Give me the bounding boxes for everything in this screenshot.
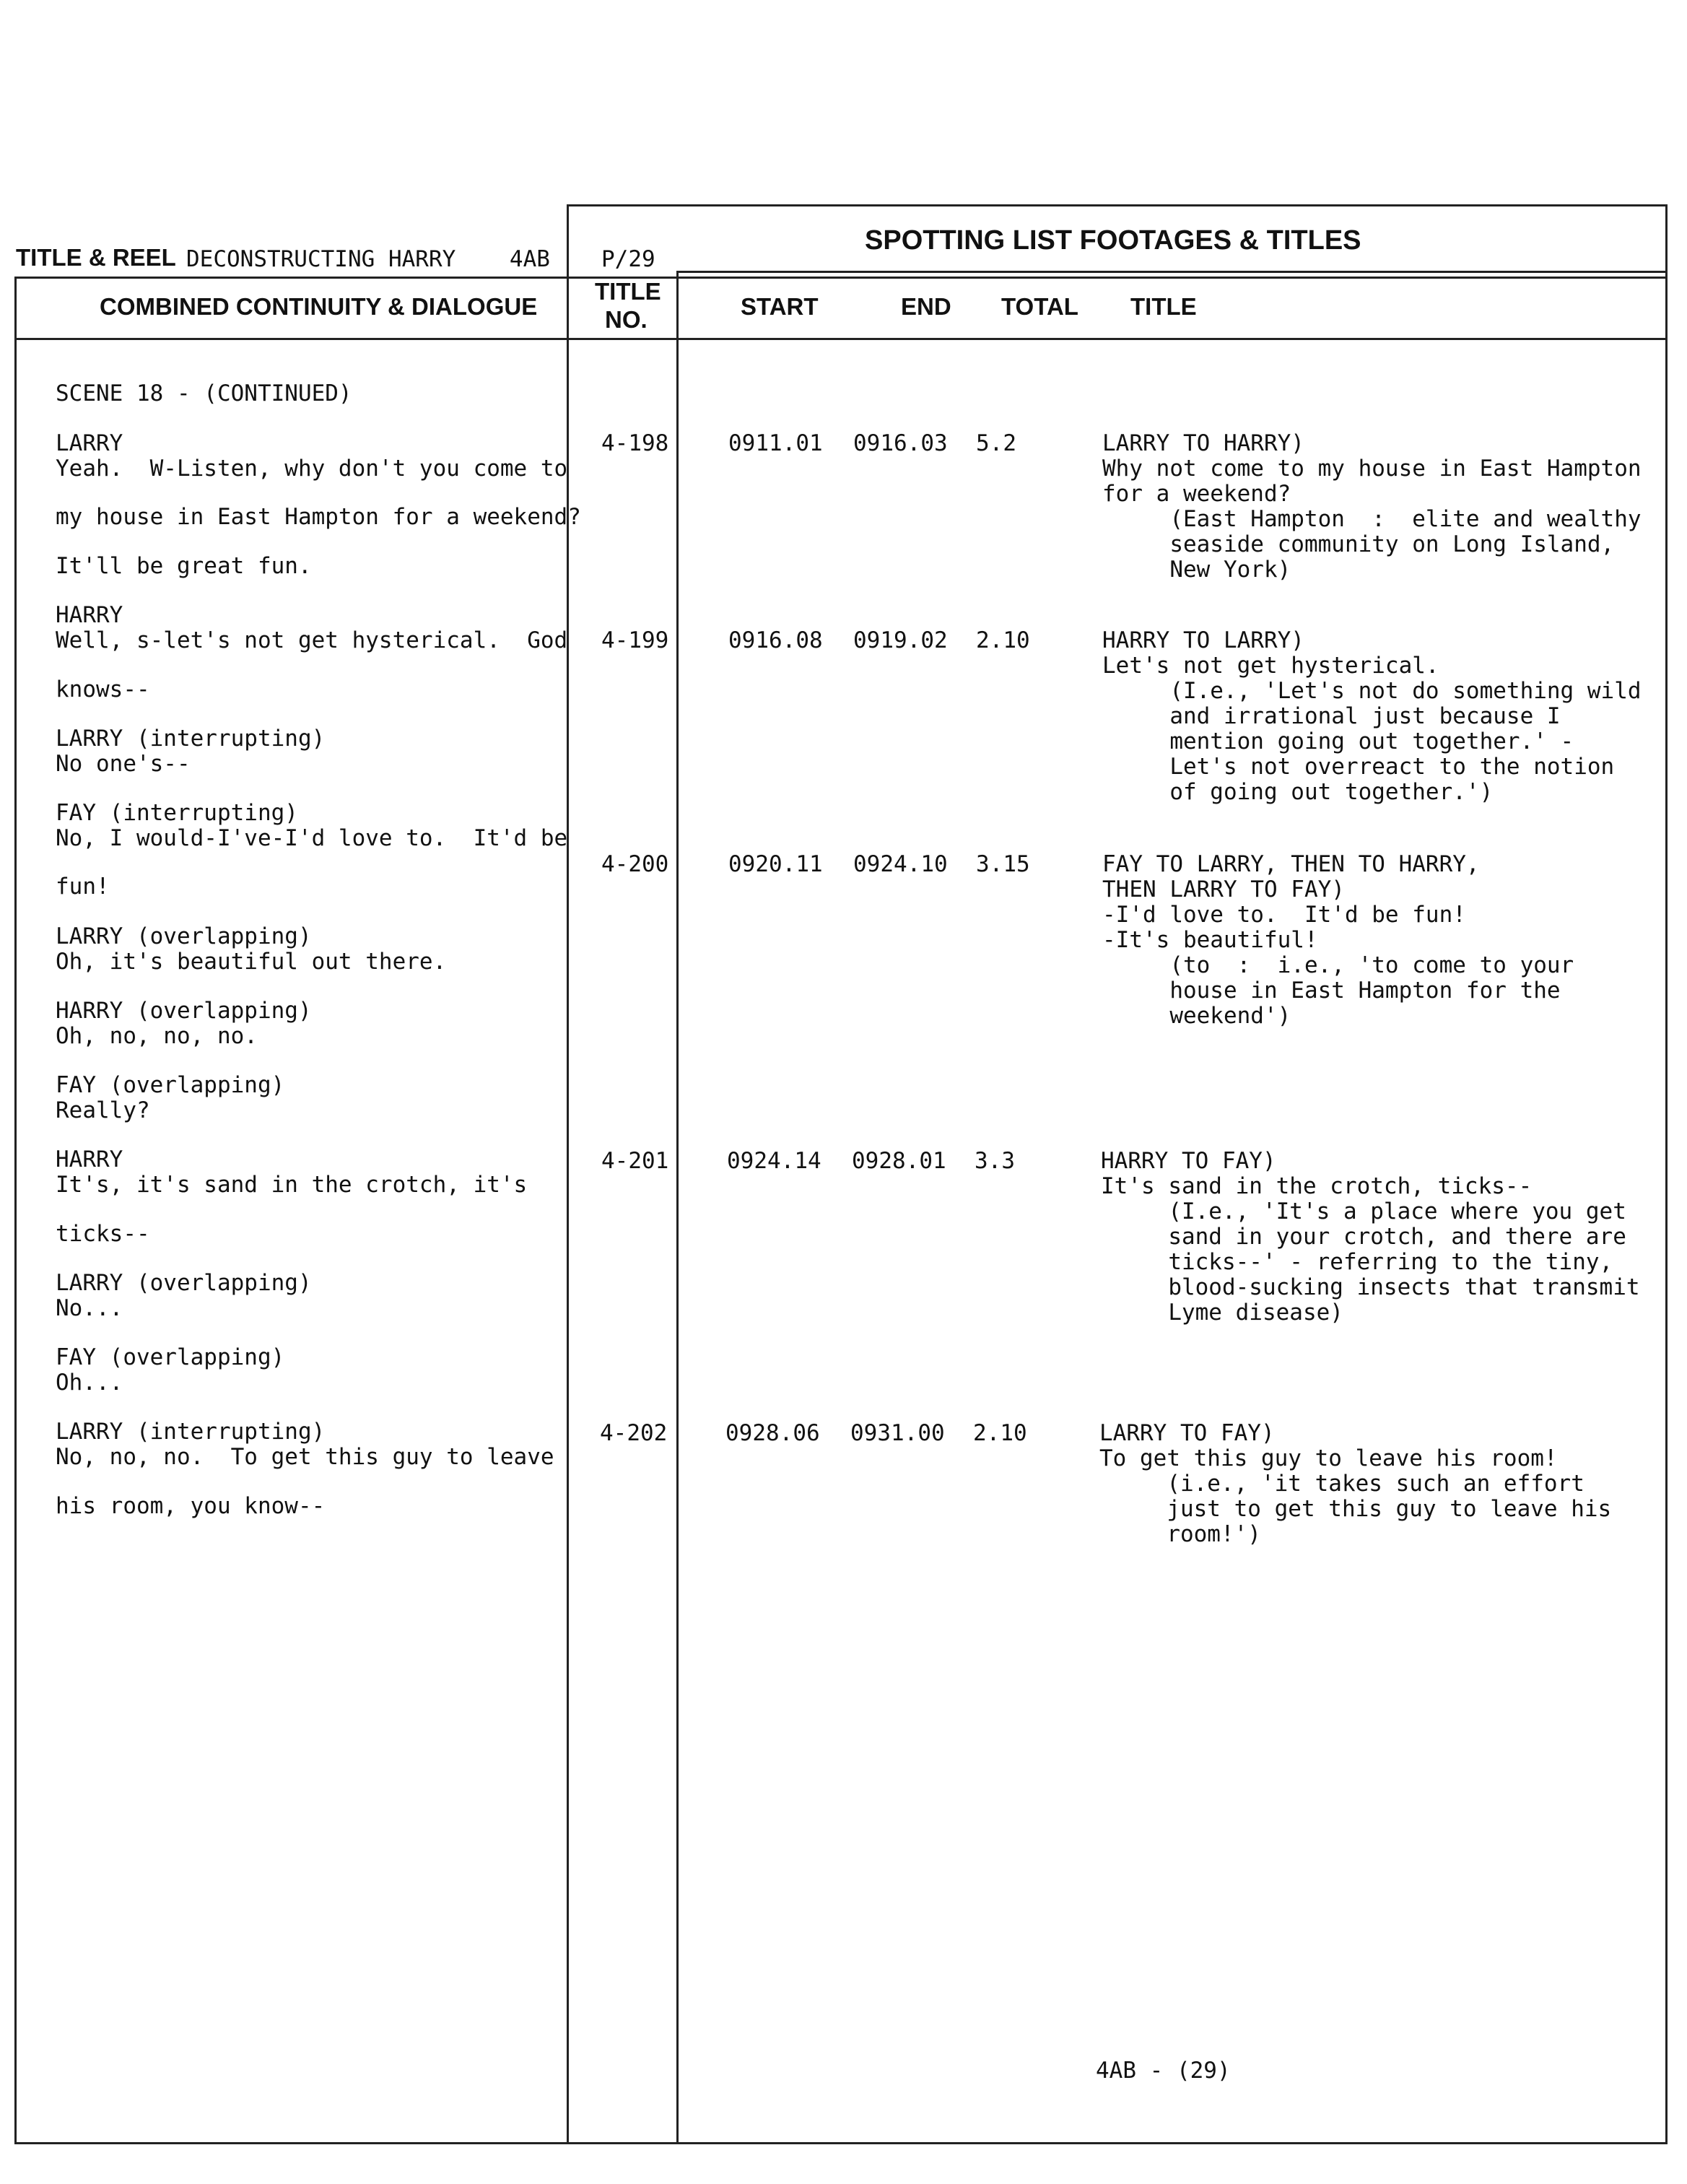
dialogue-line: Oh, it's beautiful out there. bbox=[56, 949, 447, 975]
scene-heading: SCENE 18 - (CONTINUED) bbox=[56, 380, 352, 406]
dialogue-line: LARRY (interrupting) bbox=[56, 1419, 326, 1445]
dialogue-line: FAY (overlapping) bbox=[56, 1344, 285, 1370]
dialogue-line: LARRY (overlapping) bbox=[56, 1270, 312, 1296]
end-footage: 0924.10 bbox=[853, 851, 948, 877]
divider-title-no bbox=[567, 204, 569, 2144]
subtitle-line: and irrational just because I bbox=[1102, 703, 1561, 729]
subtitle-line: Let's not overreact to the notion bbox=[1102, 754, 1615, 780]
subtitle-line: house in East Hampton for the bbox=[1102, 978, 1561, 1004]
dialogue-line: fun! bbox=[56, 874, 110, 900]
frame-left bbox=[14, 278, 17, 2144]
page-ref: P/29 bbox=[601, 246, 655, 272]
subtitle-line: -I'd love to. It'd be fun! bbox=[1102, 902, 1466, 928]
dialogue-line: my house in East Hampton for a weekend? bbox=[56, 504, 581, 530]
end-footage: 0931.00 bbox=[850, 1420, 945, 1446]
title-number: 4-199 bbox=[601, 627, 669, 653]
start-footage: 0911.01 bbox=[728, 430, 823, 456]
subtitle-line: Lyme disease) bbox=[1101, 1300, 1343, 1326]
dialogue-line: No one's-- bbox=[56, 751, 191, 777]
dialogue-line: No, I would-I've-I'd love to. It'd be bbox=[56, 825, 568, 851]
subtitle-line: FAY TO LARRY, THEN TO HARRY, bbox=[1102, 851, 1480, 877]
dialogue-line: HARRY bbox=[56, 1147, 123, 1173]
end-footage: 0916.03 bbox=[853, 430, 948, 456]
total-footage: 3.3 bbox=[975, 1148, 1015, 1174]
subtitle-line: ticks--' - referring to the tiny, bbox=[1101, 1249, 1613, 1275]
frame-top-right bbox=[567, 204, 1668, 206]
subtitle-line: (East Hampton : elite and wealthy bbox=[1102, 506, 1642, 532]
subtitle-line: (I.e., 'It's a place where you get bbox=[1101, 1198, 1626, 1224]
start-footage: 0920.11 bbox=[728, 851, 823, 877]
subtitle-line: Let's not get hysterical. bbox=[1102, 653, 1439, 679]
subtitle-line: mention going out together.' - bbox=[1102, 728, 1574, 754]
subtitle-line: THEN LARRY TO FAY) bbox=[1102, 876, 1345, 902]
dialogue-line: It's, it's sand in the crotch, it's bbox=[56, 1172, 528, 1198]
subtitle-line: blood-sucking insects that transmit bbox=[1101, 1274, 1640, 1300]
dialogue-line: LARRY (overlapping) bbox=[56, 923, 312, 949]
title-reel-value: DECONSTRUCTING HARRY 4AB bbox=[186, 246, 550, 272]
col-title-no-1: TITLE bbox=[595, 278, 661, 305]
subtitle-line: HARRY TO FAY) bbox=[1101, 1148, 1276, 1174]
dialogue-line: HARRY (overlapping) bbox=[56, 998, 312, 1024]
subtitle-line: LARRY TO FAY) bbox=[1099, 1420, 1275, 1446]
dialogue-line: Oh, no, no, no. bbox=[56, 1023, 258, 1049]
subtitle-line: seaside community on Long Island, bbox=[1102, 531, 1615, 557]
total-footage: 2.10 bbox=[976, 627, 1030, 653]
dialogue-line: Oh... bbox=[56, 1370, 123, 1396]
subtitle-line: HARRY TO LARRY) bbox=[1102, 627, 1304, 653]
dialogue-line: LARRY bbox=[56, 430, 123, 456]
dialogue-line: Well, s-let's not get hysterical. God bbox=[56, 627, 568, 653]
dialogue-line: FAY (interrupting) bbox=[56, 800, 298, 826]
title-number: 4-202 bbox=[600, 1420, 668, 1446]
subtitle-line: room!') bbox=[1099, 1521, 1261, 1547]
col-total: TOTAL bbox=[1001, 293, 1078, 320]
subtitle-line: It's sand in the crotch, ticks-- bbox=[1101, 1173, 1533, 1199]
dialogue-line: No... bbox=[56, 1295, 123, 1321]
dialogue-line: knows-- bbox=[56, 676, 150, 702]
divider-footage bbox=[676, 271, 679, 2144]
spotting-underline bbox=[676, 271, 1668, 273]
subtitle-line: -It's beautiful! bbox=[1102, 927, 1318, 953]
dialogue-line: LARRY (interrupting) bbox=[56, 726, 326, 752]
subtitle-line: To get this guy to leave his room! bbox=[1099, 1445, 1558, 1471]
dialogue-line: HARRY bbox=[56, 602, 123, 628]
subtitle-line: for a weekend? bbox=[1102, 481, 1291, 507]
title-number: 4-200 bbox=[601, 851, 669, 877]
col-title-no-2: NO. bbox=[605, 306, 648, 333]
subtitle-line: (i.e., 'it takes such an effort bbox=[1099, 1471, 1584, 1497]
dialogue-line: No, no, no. To get this guy to leave bbox=[56, 1444, 554, 1470]
col-continuity: COMBINED CONTINUITY & DIALOGUE bbox=[100, 293, 538, 320]
start-footage: 0924.14 bbox=[727, 1148, 821, 1174]
dialogue-line: It'll be great fun. bbox=[56, 553, 312, 579]
title-number: 4-198 bbox=[601, 430, 669, 456]
dialogue-line: ticks-- bbox=[56, 1221, 150, 1247]
subtitle-line: sand in your crotch, and there are bbox=[1101, 1224, 1626, 1250]
spotting-title: SPOTTING LIST FOOTAGES & TITLES bbox=[865, 225, 1361, 256]
dialogue-line: Yeah. W-Listen, why don't you come to bbox=[56, 456, 568, 482]
col-end: END bbox=[901, 293, 951, 320]
total-footage: 3.15 bbox=[976, 851, 1030, 877]
frame-right bbox=[1665, 204, 1668, 2144]
end-footage: 0928.01 bbox=[852, 1148, 946, 1174]
dialogue-line: his room, you know-- bbox=[56, 1493, 326, 1519]
start-footage: 0916.08 bbox=[728, 627, 823, 653]
frame-bottom bbox=[14, 2142, 1668, 2144]
frame-header-top bbox=[14, 277, 1668, 279]
frame-header-bottom bbox=[14, 338, 1668, 340]
subtitle-line: of going out together.') bbox=[1102, 779, 1494, 805]
subtitle-line: New York) bbox=[1102, 557, 1291, 583]
page-number: 4AB - (29) bbox=[1096, 2058, 1231, 2084]
subtitle-line: just to get this guy to leave his bbox=[1099, 1496, 1612, 1522]
subtitle-line: weekend') bbox=[1102, 1003, 1291, 1029]
dialogue-line: Really? bbox=[56, 1097, 150, 1123]
subtitle-line: (I.e., 'Let's not do something wild bbox=[1102, 678, 1642, 704]
total-footage: 5.2 bbox=[976, 430, 1016, 456]
subtitle-line: Why not come to my house in East Hampton bbox=[1102, 456, 1642, 482]
dialogue-line: FAY (overlapping) bbox=[56, 1072, 285, 1098]
title-number: 4-201 bbox=[601, 1148, 669, 1174]
col-start: START bbox=[741, 293, 819, 320]
subtitle-line: LARRY TO HARRY) bbox=[1102, 430, 1304, 456]
subtitle-line: (to : i.e., 'to come to your bbox=[1102, 952, 1574, 978]
start-footage: 0928.06 bbox=[725, 1420, 820, 1446]
end-footage: 0919.02 bbox=[853, 627, 948, 653]
title-reel-label: TITLE & REEL bbox=[16, 244, 176, 271]
total-footage: 2.10 bbox=[973, 1420, 1027, 1446]
col-title: TITLE bbox=[1130, 293, 1197, 320]
